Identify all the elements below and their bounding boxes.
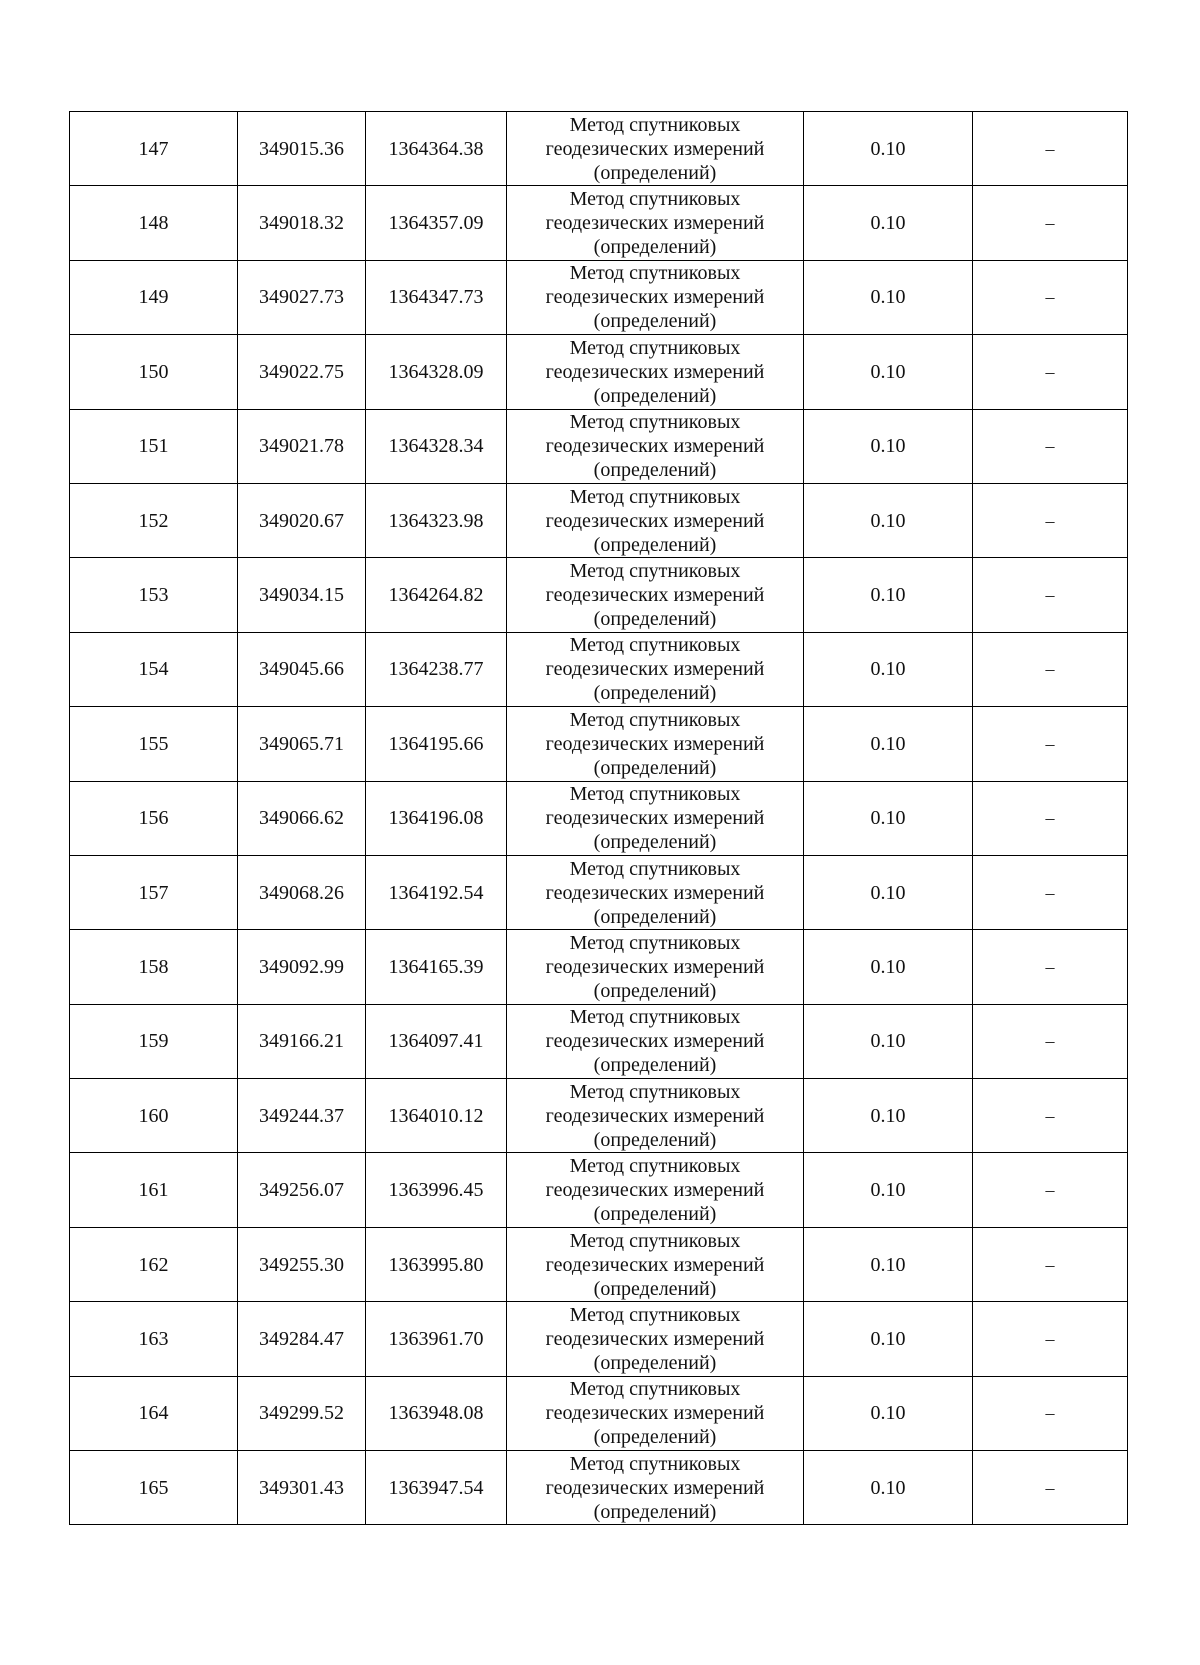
point-number-cell: 161 [70, 1153, 238, 1227]
method-text-line: Метод спутниковых [569, 857, 741, 880]
table-row [70, 186, 1128, 260]
point-number-cell: 151 [70, 409, 238, 483]
method-text-line: геодезических измерений [545, 360, 765, 383]
table-row [70, 1079, 1128, 1153]
table-row [70, 1376, 1128, 1450]
x-coordinate-cell: 349256.07 [238, 1153, 366, 1227]
y-coordinate-cell: 1364195.66 [366, 707, 507, 781]
point-number-cell: 148 [70, 186, 238, 260]
table-row [70, 483, 1128, 557]
method-cell [507, 1302, 804, 1376]
method-text-line: Метод спутниковых [569, 634, 741, 657]
accuracy-cell: 0.10 [804, 707, 973, 781]
method-cell [507, 409, 804, 483]
note-cell: – [973, 1227, 1128, 1301]
y-coordinate-cell: 1364364.38 [366, 112, 507, 186]
note-cell: – [973, 707, 1128, 781]
x-coordinate-cell: 349027.73 [238, 260, 366, 334]
x-coordinate-cell: 349020.67 [238, 483, 366, 557]
method-cell [507, 112, 804, 186]
note-cell: – [973, 632, 1128, 706]
method-text-line: (определений) [593, 1203, 717, 1226]
x-coordinate-cell: 349045.66 [238, 632, 366, 706]
x-coordinate-cell: 349299.52 [238, 1376, 366, 1450]
y-coordinate-cell: 1364192.54 [366, 855, 507, 929]
y-coordinate-cell: 1364196.08 [366, 781, 507, 855]
accuracy-cell: 0.10 [804, 335, 973, 409]
y-coordinate-cell: 1363948.08 [366, 1376, 507, 1450]
method-text-line: геодезических измерений [545, 1179, 765, 1202]
note-cell: – [973, 1004, 1128, 1078]
method-cell [507, 1004, 804, 1078]
method-text-line: геодезических измерений [545, 955, 765, 978]
accuracy-cell: 0.10 [804, 260, 973, 334]
method-text-line: (определений) [593, 1500, 717, 1523]
note-cell: – [973, 1302, 1128, 1376]
x-coordinate-cell: 349022.75 [238, 335, 366, 409]
table-row [70, 632, 1128, 706]
accuracy-cell: 0.10 [804, 483, 973, 557]
method-text-line: Метод спутниковых [569, 1378, 741, 1401]
method-text-line: (определений) [593, 384, 717, 407]
method-cell [507, 855, 804, 929]
method-text-line: Метод спутниковых [569, 411, 741, 434]
note-cell: – [973, 558, 1128, 632]
note-cell: – [973, 1376, 1128, 1450]
method-cell [507, 1227, 804, 1301]
method-text-line: геодезических измерений [545, 584, 765, 607]
method-text-line: Метод спутниковых [569, 1155, 741, 1178]
method-text-line: (определений) [593, 1426, 717, 1449]
table-row [70, 1153, 1128, 1227]
method-text-line: Метод спутниковых [569, 1229, 741, 1252]
point-number-cell: 156 [70, 781, 238, 855]
method-cell [507, 1079, 804, 1153]
method-text-line: Метод спутниковых [569, 262, 741, 285]
accuracy-cell: 0.10 [804, 855, 973, 929]
method-text-line: Метод спутниковых [569, 931, 741, 954]
accuracy-cell: 0.10 [804, 112, 973, 186]
point-number-cell: 157 [70, 855, 238, 929]
method-text-line: (определений) [593, 979, 717, 1002]
table-row [70, 558, 1128, 632]
method-text-line: Метод спутниковых [569, 1080, 741, 1103]
method-text-line: геодезических измерений [545, 732, 765, 755]
y-coordinate-cell: 1364328.34 [366, 409, 507, 483]
method-text-line: (определений) [593, 905, 717, 928]
accuracy-cell: 0.10 [804, 558, 973, 632]
method-text-line: геодезических измерений [545, 807, 765, 830]
x-coordinate-cell: 349034.15 [238, 558, 366, 632]
note-cell: – [973, 409, 1128, 483]
accuracy-cell: 0.10 [804, 781, 973, 855]
method-text-line: (определений) [593, 459, 717, 482]
method-text-line: геодезических измерений [545, 658, 765, 681]
table-row [70, 707, 1128, 781]
method-cell [507, 1451, 804, 1525]
note-cell: – [973, 855, 1128, 929]
table-row [70, 409, 1128, 483]
coordinates-table [69, 111, 1128, 1525]
point-number-cell: 158 [70, 930, 238, 1004]
y-coordinate-cell: 1364238.77 [366, 632, 507, 706]
table-row [70, 112, 1128, 186]
table-row [70, 1227, 1128, 1301]
y-coordinate-cell: 1363995.80 [366, 1227, 507, 1301]
method-text-line: геодезических измерений [545, 1476, 765, 1499]
method-text-line: Метод спутниковых [569, 188, 741, 211]
method-text-line: (определений) [593, 161, 717, 184]
method-cell [507, 186, 804, 260]
method-text-line: (определений) [593, 682, 717, 705]
method-text-line: Метод спутниковых [569, 1006, 741, 1029]
y-coordinate-cell: 1364264.82 [366, 558, 507, 632]
y-coordinate-cell: 1364357.09 [366, 186, 507, 260]
table-row [70, 260, 1128, 334]
method-cell [507, 335, 804, 409]
method-text-line: Метод спутниковых [569, 560, 741, 583]
method-text-line: геодезических измерений [545, 1253, 765, 1276]
x-coordinate-cell: 349021.78 [238, 409, 366, 483]
accuracy-cell: 0.10 [804, 930, 973, 1004]
table-row [70, 1004, 1128, 1078]
method-text-line: геодезических измерений [545, 1104, 765, 1127]
table-row [70, 1302, 1128, 1376]
table-row [70, 781, 1128, 855]
method-text-line: геодезических измерений [545, 137, 765, 160]
method-cell [507, 260, 804, 334]
x-coordinate-cell: 349244.37 [238, 1079, 366, 1153]
method-text-line: геодезических измерений [545, 286, 765, 309]
accuracy-cell: 0.10 [804, 186, 973, 260]
y-coordinate-cell: 1363996.45 [366, 1153, 507, 1227]
table-row [70, 930, 1128, 1004]
x-coordinate-cell: 349166.21 [238, 1004, 366, 1078]
point-number-cell: 155 [70, 707, 238, 781]
note-cell: – [973, 260, 1128, 334]
method-text-line: геодезических измерений [545, 1030, 765, 1053]
method-cell [507, 632, 804, 706]
y-coordinate-cell: 1363961.70 [366, 1302, 507, 1376]
y-coordinate-cell: 1364097.41 [366, 1004, 507, 1078]
note-cell: – [973, 1451, 1128, 1525]
table-row [70, 1451, 1128, 1525]
method-text-line: (определений) [593, 310, 717, 333]
method-text-line: (определений) [593, 756, 717, 779]
method-cell [507, 930, 804, 1004]
method-text-line: (определений) [593, 236, 717, 259]
y-coordinate-cell: 1364323.98 [366, 483, 507, 557]
method-text-line: Метод спутниковых [569, 783, 741, 806]
point-number-cell: 159 [70, 1004, 238, 1078]
x-coordinate-cell: 349065.71 [238, 707, 366, 781]
point-number-cell: 160 [70, 1079, 238, 1153]
method-text-line: (определений) [593, 608, 717, 631]
note-cell: – [973, 483, 1128, 557]
point-number-cell: 150 [70, 335, 238, 409]
accuracy-cell: 0.10 [804, 1227, 973, 1301]
accuracy-cell: 0.10 [804, 1004, 973, 1078]
method-text-line: Метод спутниковых [569, 1452, 741, 1475]
x-coordinate-cell: 349015.36 [238, 112, 366, 186]
note-cell: – [973, 112, 1128, 186]
method-text-line: (определений) [593, 1351, 717, 1374]
y-coordinate-cell: 1364165.39 [366, 930, 507, 1004]
point-number-cell: 164 [70, 1376, 238, 1450]
note-cell: – [973, 930, 1128, 1004]
point-number-cell: 163 [70, 1302, 238, 1376]
point-number-cell: 147 [70, 112, 238, 186]
method-cell [507, 483, 804, 557]
point-number-cell: 154 [70, 632, 238, 706]
x-coordinate-cell: 349255.30 [238, 1227, 366, 1301]
method-text-line: Метод спутниковых [569, 708, 741, 731]
method-text-line: (определений) [593, 831, 717, 854]
x-coordinate-cell: 349068.26 [238, 855, 366, 929]
method-cell [507, 707, 804, 781]
x-coordinate-cell: 349301.43 [238, 1451, 366, 1525]
method-text-line: Метод спутниковых [569, 485, 741, 508]
method-text-line: Метод спутниковых [569, 1303, 741, 1326]
accuracy-cell: 0.10 [804, 1376, 973, 1450]
point-number-cell: 149 [70, 260, 238, 334]
y-coordinate-cell: 1364010.12 [366, 1079, 507, 1153]
method-text-line: (определений) [593, 1128, 717, 1151]
method-text-line: геодезических измерений [545, 509, 765, 532]
method-cell [507, 1153, 804, 1227]
x-coordinate-cell: 349092.99 [238, 930, 366, 1004]
method-cell [507, 558, 804, 632]
y-coordinate-cell: 1364328.09 [366, 335, 507, 409]
note-cell: – [973, 335, 1128, 409]
method-text-line: геодезических измерений [545, 435, 765, 458]
point-number-cell: 152 [70, 483, 238, 557]
method-cell [507, 781, 804, 855]
y-coordinate-cell: 1363947.54 [366, 1451, 507, 1525]
point-number-cell: 153 [70, 558, 238, 632]
table-row [70, 855, 1128, 929]
table-body [70, 112, 1128, 1525]
method-text-line: (определений) [593, 1054, 717, 1077]
method-text-line: геодезических измерений [545, 1402, 765, 1425]
y-coordinate-cell: 1364347.73 [366, 260, 507, 334]
x-coordinate-cell: 349066.62 [238, 781, 366, 855]
accuracy-cell: 0.10 [804, 1451, 973, 1525]
method-text-line: геодезических измерений [545, 212, 765, 235]
point-number-cell: 165 [70, 1451, 238, 1525]
accuracy-cell: 0.10 [804, 1079, 973, 1153]
accuracy-cell: 0.10 [804, 409, 973, 483]
x-coordinate-cell: 349284.47 [238, 1302, 366, 1376]
accuracy-cell: 0.10 [804, 1302, 973, 1376]
method-text-line: геодезических измерений [545, 1327, 765, 1350]
method-text-line: Метод спутниковых [569, 113, 741, 136]
note-cell: – [973, 186, 1128, 260]
method-text-line: (определений) [593, 1277, 717, 1300]
method-text-line: геодезических измерений [545, 881, 765, 904]
note-cell: – [973, 1079, 1128, 1153]
point-number-cell: 162 [70, 1227, 238, 1301]
note-cell: – [973, 781, 1128, 855]
method-cell [507, 1376, 804, 1450]
x-coordinate-cell: 349018.32 [238, 186, 366, 260]
note-cell: – [973, 1153, 1128, 1227]
accuracy-cell: 0.10 [804, 1153, 973, 1227]
method-text-line: Метод спутниковых [569, 336, 741, 359]
method-text-line: (определений) [593, 533, 717, 556]
table-row [70, 335, 1128, 409]
accuracy-cell: 0.10 [804, 632, 973, 706]
